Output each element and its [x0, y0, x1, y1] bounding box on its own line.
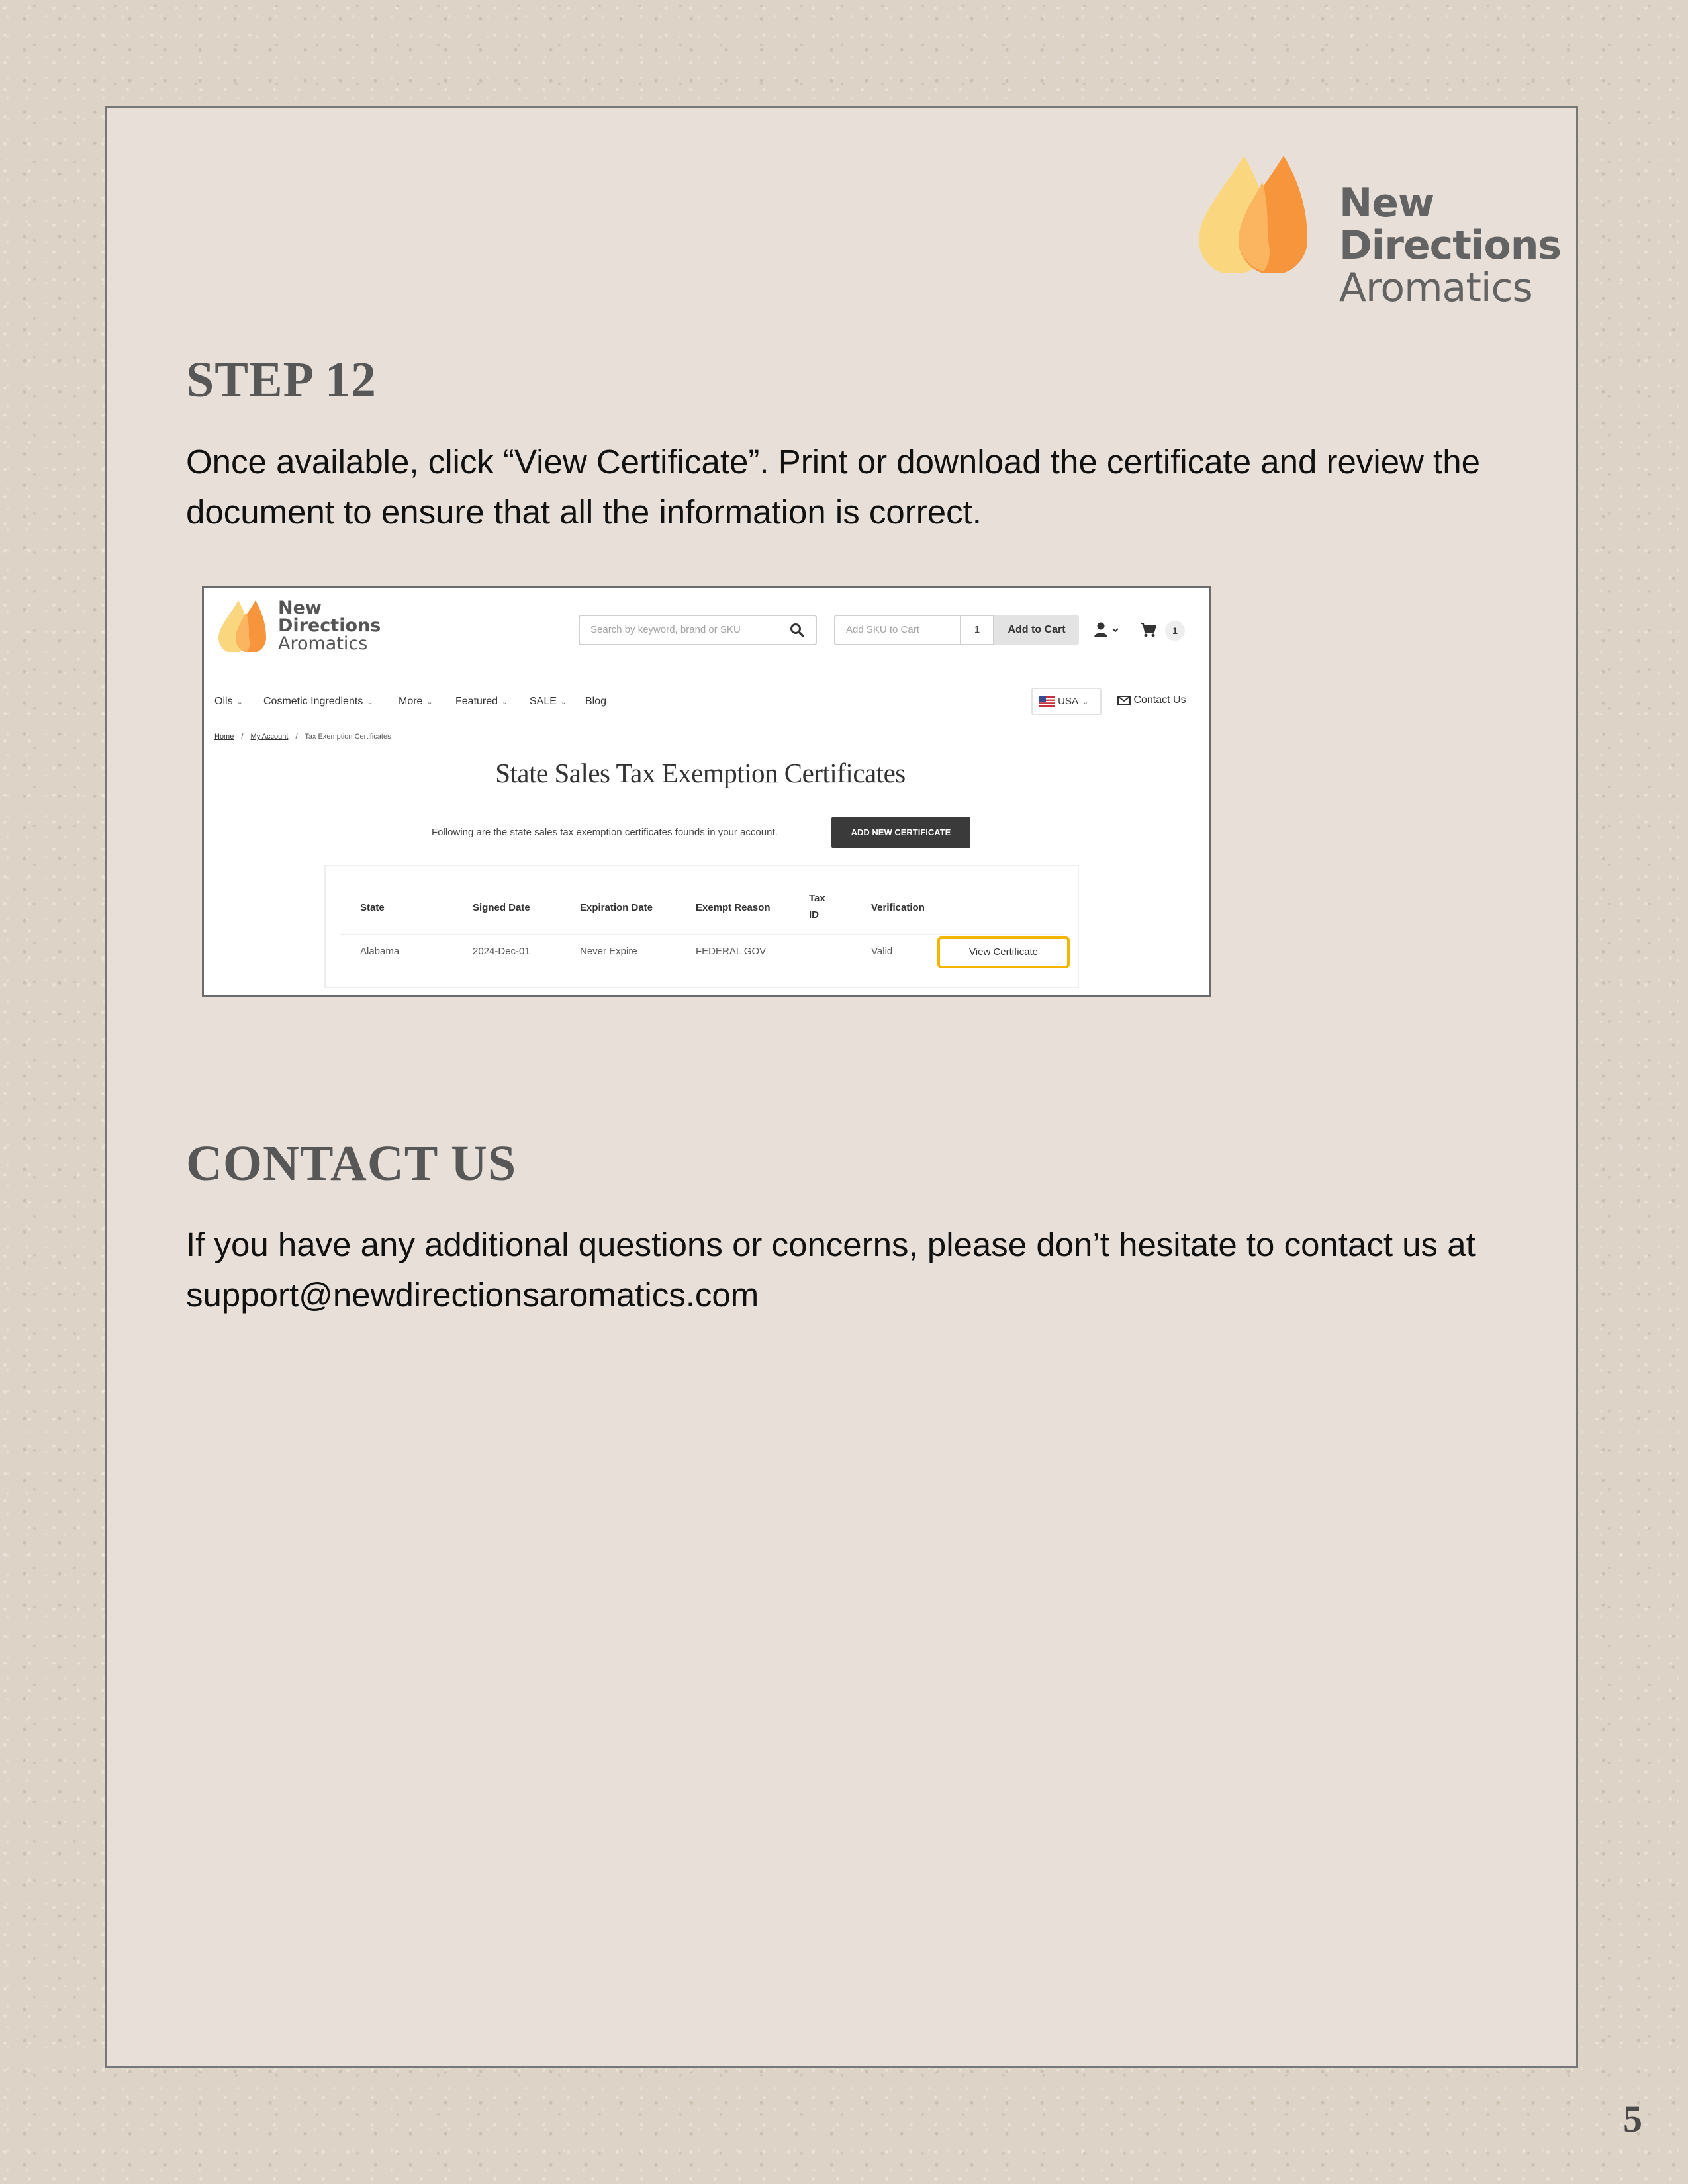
breadcrumb-account[interactable]: My Account — [250, 733, 289, 741]
nav-item-featured[interactable] — [455, 696, 508, 707]
search-icon[interactable] — [789, 622, 805, 638]
nav-item-more[interactable] — [399, 696, 433, 707]
site-logo-line-new: New — [278, 598, 322, 618]
cart-count-badge — [1165, 621, 1185, 641]
table-header-signed-date: Signed Date — [473, 902, 530, 913]
chevron-down-icon: ⌄ — [236, 698, 243, 706]
breadcrumb — [214, 733, 391, 741]
table-header-expiration-date: Expiration Date — [580, 902, 653, 913]
table-divider — [340, 934, 1064, 935]
nav-item-oils-label: Oils — [214, 696, 233, 707]
add-to-cart-button[interactable] — [994, 615, 1079, 645]
certificates-page-title: State Sales Tax Exemption Certificates — [495, 758, 906, 788]
table-header-exempt-reason: Exempt Reason — [696, 902, 771, 913]
step-heading: STEP 12 — [186, 352, 377, 408]
site-logo-line-aromatics: Aromatics — [278, 633, 368, 654]
nav-item-blog[interactable] — [585, 696, 606, 707]
page-panel — [105, 106, 1578, 2068]
logo-line-new: New — [1339, 180, 1434, 226]
contact-heading: CONTACT US — [186, 1136, 517, 1191]
add-new-certificate-label: ADD NEW CERTIFICATE — [851, 827, 951, 837]
region-selector[interactable] — [1031, 688, 1102, 715]
nav-item-featured-label: Featured — [455, 696, 498, 707]
cell-signed-date: 2024-Dec-01 — [473, 946, 530, 957]
breadcrumb-separator: / — [241, 733, 244, 741]
chevron-down-icon: ⌄ — [560, 698, 567, 706]
logo-wordmark — [1339, 182, 1561, 309]
chevron-down-icon: ⌄ — [426, 698, 433, 706]
brand-logo — [1199, 148, 1570, 311]
step-instructions: Once available, click “View Certificate”. Print or download the certificate and review the document to ensure that all the information is correct. — [186, 443, 1480, 531]
breadcrumb-current: Tax Exemption Certificates — [305, 733, 391, 741]
cart-count: 1 — [1172, 625, 1178, 636]
sku-input[interactable] — [834, 615, 961, 645]
us-flag-icon — [1039, 696, 1055, 707]
qty-value: 1 — [974, 624, 980, 635]
view-certificate-label: View Certificate — [969, 946, 1038, 958]
sku-placeholder: Add SKU to Cart — [846, 624, 919, 635]
chevron-down-icon: ⌄ — [502, 698, 508, 706]
nav-item-cosmetic-label: Cosmetic Ingredients — [263, 696, 363, 707]
mail-icon — [1117, 696, 1131, 705]
view-certificate-link[interactable] — [937, 936, 1070, 968]
chevron-down-icon: ⌄ — [1082, 698, 1089, 706]
cell-state: Alabama — [360, 946, 400, 957]
nav-item-oils[interactable] — [214, 696, 243, 707]
table-header-state: State — [360, 902, 385, 913]
breadcrumb-home[interactable]: Home — [214, 733, 234, 741]
logo-drops-icon — [1199, 148, 1338, 273]
breadcrumb-separator: / — [295, 733, 298, 741]
site-logo-drops-icon — [218, 598, 279, 652]
site-search-input[interactable] — [579, 615, 817, 645]
logo-line-aromatics: Aromatics — [1339, 265, 1532, 311]
cell-expiration-date: Never Expire — [580, 946, 637, 957]
website-screenshot — [202, 586, 1211, 997]
contact-us-link[interactable] — [1117, 694, 1186, 706]
site-search-placeholder: Search by keyword, brand or SKU — [590, 624, 741, 635]
site-logo-wordmark[interactable] — [278, 599, 381, 653]
logo-line-directions: Directions — [1339, 222, 1562, 269]
qty-input[interactable] — [960, 615, 994, 645]
contact-us-label: Contact Us — [1133, 694, 1186, 705]
user-icon[interactable] — [1094, 621, 1121, 639]
nav-item-blog-label: Blog — [585, 696, 607, 707]
chevron-down-icon: ⌄ — [367, 698, 373, 706]
certificates-intro: Following are the state sales tax exemption certificates founds in your account. — [432, 827, 778, 838]
nav-item-more-label: More — [399, 696, 423, 707]
add-new-certificate-button[interactable] — [831, 817, 970, 848]
nav-item-sale[interactable] — [530, 696, 567, 707]
table-header-tax: Tax — [809, 893, 825, 904]
page-number: 5 — [1623, 2097, 1642, 2140]
add-to-cart-label: Add to Cart — [1008, 624, 1066, 635]
table-header-id: ID — [809, 909, 819, 921]
site-logo-line-directions: Directions — [278, 615, 381, 636]
cell-verification: Valid — [871, 946, 893, 957]
certificates-table — [324, 865, 1079, 988]
nav-item-sale-label: SALE — [530, 696, 557, 707]
cell-exempt-reason: FEDERAL GOV — [696, 946, 767, 957]
table-header-verification: Verification — [871, 902, 925, 913]
nav-item-cosmetic-ingredients[interactable] — [263, 696, 373, 707]
contact-body: If you have any additional questions or concerns, please don’t hesitate to contact us at support@newdirectionsaromatics.com — [186, 1226, 1476, 1314]
cart-icon[interactable] — [1140, 621, 1157, 639]
region-label: USA — [1058, 696, 1079, 707]
